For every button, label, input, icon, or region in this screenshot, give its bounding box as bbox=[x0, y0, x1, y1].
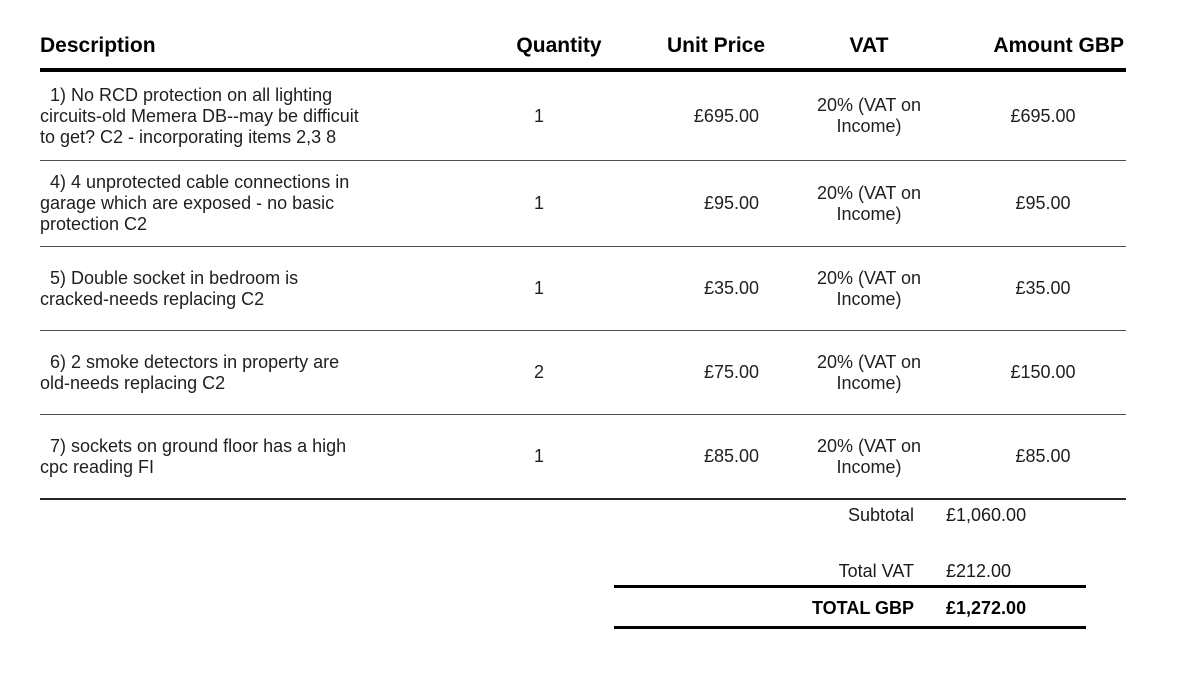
total-vat-label: Total VAT bbox=[838, 560, 914, 581]
row-quantity: 1 bbox=[534, 278, 545, 298]
row-quantity: 1 bbox=[534, 193, 545, 213]
description-line: old-needs replacing C2 bbox=[40, 372, 226, 393]
row-amount: £95.00 bbox=[1015, 193, 1071, 213]
vat-line: Income) bbox=[836, 372, 902, 393]
row-description bbox=[40, 85, 482, 148]
vat-line: 20% (VAT on bbox=[816, 267, 922, 288]
description-line: 1) No RCD protection on all lighting bbox=[40, 84, 333, 105]
header-quantity: Quantity bbox=[516, 34, 602, 57]
totals-block bbox=[614, 0, 1086, 700]
row-description bbox=[40, 436, 482, 478]
description-line: cpc reading FI bbox=[40, 456, 155, 477]
row-amount: £150.00 bbox=[1010, 362, 1076, 382]
vat-line: Income) bbox=[836, 203, 902, 224]
row-unit-price: £75.00 bbox=[703, 362, 759, 382]
grand-total-row bbox=[614, 593, 1086, 623]
vat-line: 20% (VAT on bbox=[816, 95, 922, 115]
grand-total-divider bbox=[614, 626, 1086, 629]
description-line: circuits-old Memera DB--may be difficuit bbox=[40, 105, 359, 126]
row-description bbox=[40, 268, 482, 310]
vat-line: 20% (VAT on bbox=[816, 351, 922, 372]
row-unit-price: £95.00 bbox=[703, 193, 759, 213]
total-vat-value: £212.00 bbox=[946, 560, 1012, 581]
description-line: 5) Double socket in bedroom is bbox=[40, 267, 299, 288]
vat-line: Income) bbox=[836, 288, 902, 309]
subtotal-label: Subtotal bbox=[847, 504, 914, 525]
header-unit-price: Unit Price bbox=[666, 34, 766, 57]
description-line: protection C2 bbox=[40, 214, 148, 234]
vat-line: 20% (VAT on bbox=[816, 182, 922, 203]
grand-total-value: £1,272.00 bbox=[946, 597, 1027, 618]
subtotal-row bbox=[614, 500, 1086, 530]
vat-line: 20% (VAT on bbox=[816, 435, 922, 456]
row-unit-price: £85.00 bbox=[703, 446, 759, 466]
row-unit-price: £695.00 bbox=[693, 105, 759, 126]
grand-total-label: TOTAL GBP bbox=[811, 597, 914, 618]
row-description bbox=[40, 352, 482, 394]
vat-line: Income) bbox=[836, 456, 902, 477]
header-vat: VAT bbox=[849, 34, 889, 57]
description-line: 7) sockets on ground floor has a high bbox=[40, 435, 347, 456]
row-amount: £85.00 bbox=[1015, 446, 1071, 466]
vat-line: Income) bbox=[836, 116, 902, 136]
row-unit-price: £35.00 bbox=[703, 278, 759, 298]
row-quantity: 2 bbox=[534, 362, 545, 382]
description-line: 4) 4 unprotected cable connections in bbox=[40, 172, 350, 192]
header-amount: Amount GBP bbox=[993, 34, 1124, 57]
row-quantity: 1 bbox=[534, 446, 545, 466]
description-line: garage which are exposed - no basic bbox=[40, 193, 335, 213]
row-description bbox=[40, 172, 482, 235]
header-description: Description bbox=[40, 34, 156, 57]
description-line: cracked-needs replacing C2 bbox=[40, 288, 265, 309]
description-line: 6) 2 smoke detectors in property are bbox=[40, 351, 340, 372]
row-amount: £35.00 bbox=[1015, 278, 1071, 298]
description-line: to get? C2 - incorporating items 2,3 8 bbox=[40, 126, 337, 147]
row-amount: £695.00 bbox=[1010, 105, 1076, 126]
total-divider bbox=[614, 585, 1086, 588]
total-vat-row bbox=[614, 556, 1086, 586]
row-quantity: 1 bbox=[534, 105, 545, 126]
subtotal-value: £1,060.00 bbox=[946, 504, 1027, 525]
